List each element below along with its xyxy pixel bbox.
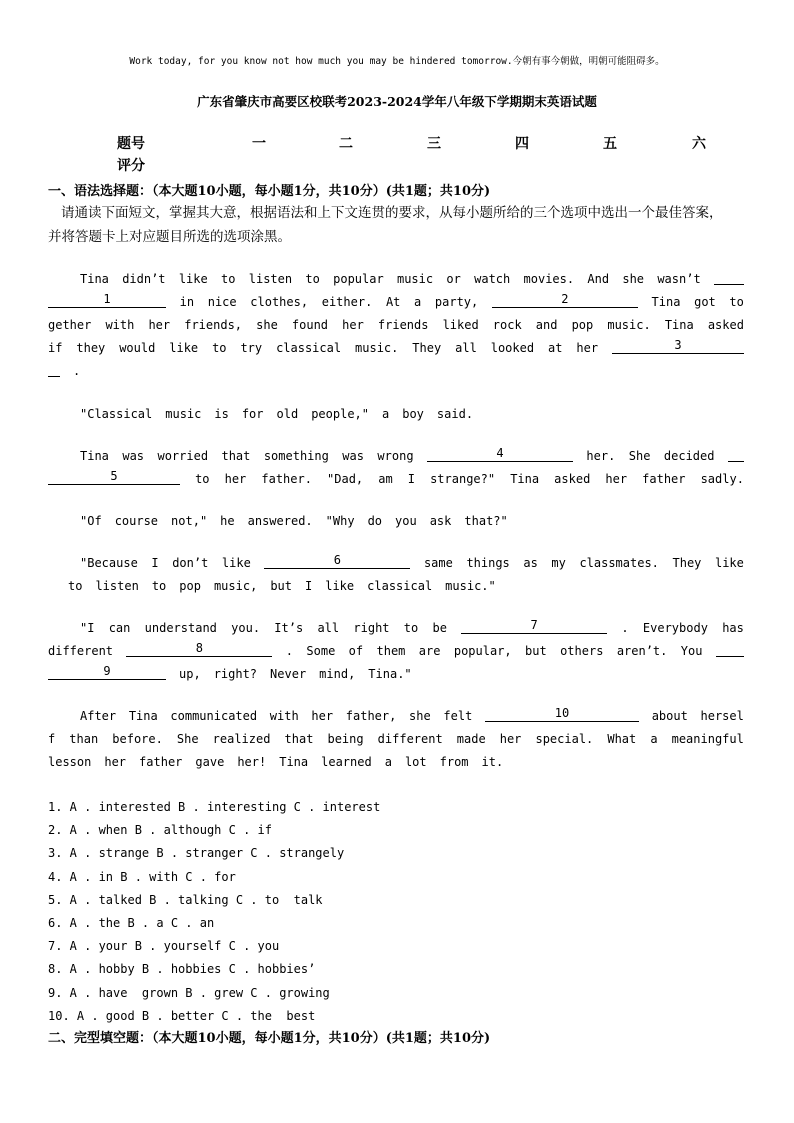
passage-word: popular, bbox=[453, 644, 512, 658]
passage-word: worried bbox=[157, 449, 209, 463]
passage-word: . bbox=[621, 621, 629, 635]
passage-word: try bbox=[240, 341, 263, 355]
passage-word: "Classical bbox=[80, 407, 153, 421]
passage-word: as bbox=[523, 556, 538, 570]
score-col-1: 一 bbox=[252, 136, 266, 152]
passage-word: wasn’t bbox=[657, 272, 701, 286]
passage-word: to bbox=[195, 472, 210, 486]
passage-word: to bbox=[729, 295, 744, 309]
answer-blank: 6 bbox=[264, 552, 410, 569]
motto: Work today, for you know not how much you may be hindered tomorrow.今朝有事今朝做，明朝可能阻碍多。 bbox=[129, 56, 665, 67]
passage-word: her bbox=[342, 318, 364, 332]
passage-word: like bbox=[325, 579, 355, 593]
answer-blank: 3 bbox=[612, 337, 744, 354]
answer-blank: 1 bbox=[48, 291, 166, 308]
passage-word: do bbox=[367, 514, 383, 528]
passage-word: for bbox=[241, 407, 264, 421]
passage-word: her bbox=[605, 472, 628, 486]
passage-word: not," bbox=[171, 514, 208, 528]
passage-word: friends, bbox=[184, 318, 243, 332]
answer-blank-continuation bbox=[728, 445, 744, 462]
passage-word: than bbox=[69, 732, 99, 746]
passage-word: They bbox=[672, 556, 702, 570]
passage-word: made bbox=[456, 732, 486, 746]
passage-word: like bbox=[221, 556, 251, 570]
passage-word: am bbox=[378, 472, 393, 486]
passage-word: right bbox=[353, 621, 390, 635]
passage-word: friends bbox=[377, 318, 429, 332]
passage-word: from bbox=[439, 755, 469, 769]
passage-word: Some bbox=[306, 644, 336, 658]
passage-word: you bbox=[395, 514, 417, 528]
passage-word: would bbox=[119, 341, 156, 355]
score-table-score-row bbox=[117, 155, 727, 177]
passage-word: ask bbox=[429, 514, 452, 528]
passage-word: lot bbox=[404, 755, 427, 769]
passage-word: people," bbox=[311, 407, 369, 421]
passage-word: my bbox=[551, 556, 566, 570]
passage-word: rock bbox=[492, 318, 522, 332]
score-table-header-row bbox=[117, 133, 727, 155]
answer-blank: 10 bbox=[485, 705, 639, 722]
passage-word: didn’t bbox=[122, 272, 166, 286]
passage-word: Everybody bbox=[642, 621, 708, 635]
passage-word: being bbox=[327, 732, 364, 746]
passage-word: right? bbox=[213, 667, 258, 681]
passage-word: They bbox=[412, 341, 442, 355]
passage-word: "Of bbox=[80, 514, 102, 528]
passage-word: to bbox=[403, 621, 419, 635]
passage-word: gave bbox=[195, 755, 225, 769]
passage-word: pop bbox=[571, 318, 594, 332]
passage-word: After bbox=[80, 709, 117, 723]
passage-word: realized bbox=[212, 732, 271, 746]
section-1-heading: 一、语法选择题：（本大题10小题，每小题1分，共10分）(共1题；共10分) bbox=[48, 184, 491, 199]
passage-word: She bbox=[628, 449, 651, 463]
passage-word: to bbox=[305, 272, 320, 286]
passage-word: listen bbox=[95, 579, 139, 593]
passage-word: up, bbox=[179, 667, 201, 681]
passage-word: learned bbox=[321, 755, 372, 769]
passage-word: and bbox=[535, 318, 558, 332]
passage-word: was bbox=[122, 449, 145, 463]
passage-word: Tina." bbox=[368, 667, 412, 681]
section-1-instruction: 请通读下面短文，掌握其大意，根据语法和上下文连贯的要求，从每小题所给的三个选项中选出一个最佳答案，并将答题卡上对应题目所选的选项涂黑。 bbox=[48, 205, 723, 245]
passage-word: asked bbox=[707, 318, 744, 332]
option-line-2: 2. A . when B . although C . if bbox=[48, 823, 272, 838]
options-list bbox=[48, 796, 380, 1028]
passage-word: party, bbox=[434, 295, 479, 309]
passage-word: course bbox=[114, 514, 159, 528]
passage-word: liked bbox=[442, 318, 479, 332]
passage-word: decided bbox=[663, 449, 715, 463]
option-line-4: 4. A . in B . with C . for bbox=[48, 869, 236, 884]
passage-word: I bbox=[151, 556, 159, 570]
passage-word: a bbox=[414, 295, 422, 309]
passage-word: understand bbox=[144, 621, 217, 635]
passage-word: Tina bbox=[80, 449, 109, 463]
passage-word: aren’t. bbox=[616, 644, 668, 658]
passage-word: was bbox=[342, 449, 364, 463]
passage-word: of bbox=[348, 644, 364, 658]
passage-word: be bbox=[432, 621, 447, 635]
passage-word: you. bbox=[231, 621, 261, 635]
passage-word: to bbox=[212, 341, 227, 355]
passage-word: answered. bbox=[247, 514, 313, 528]
passage-word: her bbox=[148, 318, 171, 332]
answer-blank: 4 bbox=[427, 445, 573, 462]
passage-word: wrong bbox=[377, 449, 414, 463]
passage-word: What bbox=[607, 732, 637, 746]
passage-word: hersel bbox=[700, 709, 744, 723]
answer-blank-continuation bbox=[714, 268, 744, 285]
passage-word: that?" bbox=[464, 514, 508, 528]
passage-word: all bbox=[317, 621, 340, 635]
passage-word: "I bbox=[80, 621, 95, 635]
passage-word: before. bbox=[112, 732, 163, 746]
passage-word: same bbox=[423, 556, 453, 570]
exam-title: 广东省肇庆市高要区校联考2023-2024学年八年级下学期期末英语试题 bbox=[197, 94, 597, 109]
passage-word: all bbox=[455, 341, 477, 355]
passage-word: a bbox=[384, 755, 392, 769]
passage-word: music. bbox=[607, 318, 651, 332]
passage-word: her bbox=[104, 755, 127, 769]
passage-word: to bbox=[221, 272, 236, 286]
passage-word: At bbox=[385, 295, 401, 309]
passage-word: music. bbox=[355, 341, 399, 355]
passage-word: she bbox=[409, 709, 431, 723]
passage-word: sadly. bbox=[700, 472, 744, 486]
passage-word: to bbox=[68, 579, 83, 593]
option-line-8: 8. A . hobby B . hobbies C . hobbies’ bbox=[48, 962, 316, 977]
passage-word: You bbox=[680, 644, 703, 658]
passage-word: if bbox=[48, 341, 63, 355]
section-2-heading: 二、完型填空题：（本大题10小题，每小题1分，共10分）(共1题；共10分) bbox=[48, 1031, 491, 1046]
passage-word: classical bbox=[367, 579, 433, 593]
passage-word: pop bbox=[179, 579, 201, 593]
option-line-6: 6. A . the B . a C . an bbox=[48, 915, 215, 930]
passage-word: in bbox=[179, 295, 195, 309]
passage-word: meaningful bbox=[671, 732, 744, 746]
passage-word: Tina bbox=[128, 709, 158, 723]
passage-word: lesson bbox=[48, 755, 92, 769]
passage-word: communicated bbox=[170, 709, 258, 723]
answer-blank-continuation bbox=[716, 640, 744, 657]
passage-word: said. bbox=[436, 407, 474, 421]
score-col-5: 五 bbox=[603, 136, 617, 152]
passage-word: Tina bbox=[279, 755, 309, 769]
passage-word: popular bbox=[333, 272, 384, 286]
passage-word: Never bbox=[270, 667, 307, 681]
passage-word: "Dad, bbox=[327, 472, 364, 486]
passage-word: a bbox=[382, 407, 390, 421]
passage-word: are bbox=[418, 644, 441, 658]
passage-word: It’s bbox=[274, 621, 304, 635]
option-line-7: 7. A . your B . yourself C . you bbox=[48, 939, 280, 954]
score-col-3: 三 bbox=[427, 136, 441, 152]
passage-word: special. bbox=[535, 732, 594, 746]
option-line-3: 3. A . strange B . stranger C . strangely bbox=[48, 846, 345, 861]
passage-word: different bbox=[377, 732, 443, 746]
passage-word: I bbox=[305, 579, 313, 593]
passage-word: And bbox=[587, 272, 610, 286]
passage-word: She bbox=[176, 732, 199, 746]
passage-word: father. bbox=[261, 472, 312, 486]
passage-word: is bbox=[214, 407, 229, 421]
passage-word: like bbox=[178, 272, 208, 286]
passage-word: or bbox=[446, 272, 461, 286]
passage-word: classmates. bbox=[579, 556, 659, 570]
passage-word: "Why bbox=[325, 514, 355, 528]
passage-word: I bbox=[407, 472, 415, 486]
passage-word: has bbox=[722, 621, 744, 635]
score-table-score-label: 评分 bbox=[117, 158, 145, 174]
option-line-9: 9. A . have grown B . grew C . growing bbox=[48, 985, 330, 1000]
answer-blank: 2 bbox=[492, 291, 638, 308]
passage-word: that bbox=[284, 732, 314, 746]
passage-word: f bbox=[48, 732, 56, 746]
answer-blank-continuation bbox=[48, 360, 60, 377]
passage-word: strange?" bbox=[430, 472, 496, 486]
passage-word: with bbox=[105, 318, 135, 332]
passage-word: her. bbox=[586, 449, 616, 463]
passage-punct: . bbox=[73, 364, 81, 378]
passage-word: a bbox=[650, 732, 658, 746]
answer-blank: 5 bbox=[48, 468, 180, 485]
passage-word: old bbox=[276, 407, 299, 421]
answer-blank: 8 bbox=[126, 640, 272, 657]
passage-word: found bbox=[291, 318, 329, 332]
passage-word: gether bbox=[48, 318, 92, 332]
score-col-4: 四 bbox=[515, 136, 529, 152]
passage-word: that bbox=[221, 449, 251, 463]
passage-word: her bbox=[576, 341, 599, 355]
passage-word: to bbox=[151, 579, 167, 593]
passage-word: either. bbox=[321, 295, 373, 309]
score-table bbox=[117, 133, 727, 177]
passage-word: don’t bbox=[172, 556, 209, 570]
passage-word: different bbox=[48, 644, 114, 658]
passage-word: looked bbox=[490, 341, 535, 355]
passage-word: . bbox=[285, 644, 294, 658]
passage-word: about bbox=[651, 709, 688, 723]
passage-word: her bbox=[311, 709, 334, 723]
option-line-10: 10. A . good B . better C . the best bbox=[48, 1008, 316, 1023]
answer-blank: 7 bbox=[461, 617, 607, 634]
passage-word: music." bbox=[445, 579, 496, 593]
passage-word: listen bbox=[248, 272, 293, 286]
passage-word: something bbox=[263, 449, 329, 463]
passage-word: others bbox=[560, 644, 604, 658]
passage-word: music, bbox=[213, 579, 258, 593]
passage-word: them bbox=[376, 644, 406, 658]
passage-word: father bbox=[139, 755, 183, 769]
score-col-2: 二 bbox=[339, 136, 353, 152]
passage-word: classical bbox=[276, 341, 342, 355]
passage-word: watch bbox=[474, 272, 511, 286]
passage-word: felt bbox=[443, 709, 473, 723]
passage-word: Tina bbox=[510, 472, 540, 486]
answer-blank: 9 bbox=[48, 663, 166, 680]
passage-word: father bbox=[642, 472, 686, 486]
passage-word: but bbox=[270, 579, 292, 593]
passage-word: got bbox=[694, 295, 716, 309]
passage-word: with bbox=[269, 709, 299, 723]
passage-word: she bbox=[622, 272, 645, 286]
passage-word: her! bbox=[237, 755, 267, 769]
option-line-5: 5. A . talked B . talking C . to talk bbox=[48, 892, 323, 907]
score-col-6: 六 bbox=[692, 136, 706, 152]
passage-word: music bbox=[396, 272, 434, 286]
passage-word: can bbox=[108, 621, 131, 635]
passage-word: music bbox=[165, 407, 202, 421]
passage-word: mind, bbox=[319, 667, 356, 681]
passage-word: it. bbox=[481, 755, 504, 769]
passage-word: like bbox=[169, 341, 199, 355]
passage-word: asked bbox=[554, 472, 591, 486]
option-line-1: 1. A . interested B . interesting C . interest bbox=[48, 800, 381, 814]
passage-word: "Because bbox=[80, 556, 138, 570]
passage-word: her bbox=[224, 472, 247, 486]
passage-word: movies. bbox=[523, 272, 575, 286]
passage-word: boy bbox=[402, 407, 424, 421]
passage-word: Tina bbox=[664, 318, 694, 332]
passage-word: he bbox=[220, 514, 235, 528]
passage-word: her bbox=[499, 732, 522, 746]
score-table-header-label: 题号 bbox=[117, 136, 145, 152]
passage-word: they bbox=[76, 341, 106, 355]
passage-word: Tina bbox=[651, 295, 681, 309]
passage-word: but bbox=[525, 644, 547, 658]
passage-word: like bbox=[714, 556, 744, 570]
passage-word: father, bbox=[345, 709, 397, 723]
passage-word: at bbox=[548, 341, 563, 355]
passage-word: she bbox=[256, 318, 278, 332]
passage-word: things bbox=[466, 556, 510, 570]
passage-word: nice bbox=[207, 295, 237, 309]
passage-word: Tina bbox=[80, 272, 109, 286]
passage-word: clothes, bbox=[250, 295, 309, 309]
passage bbox=[48, 268, 744, 774]
